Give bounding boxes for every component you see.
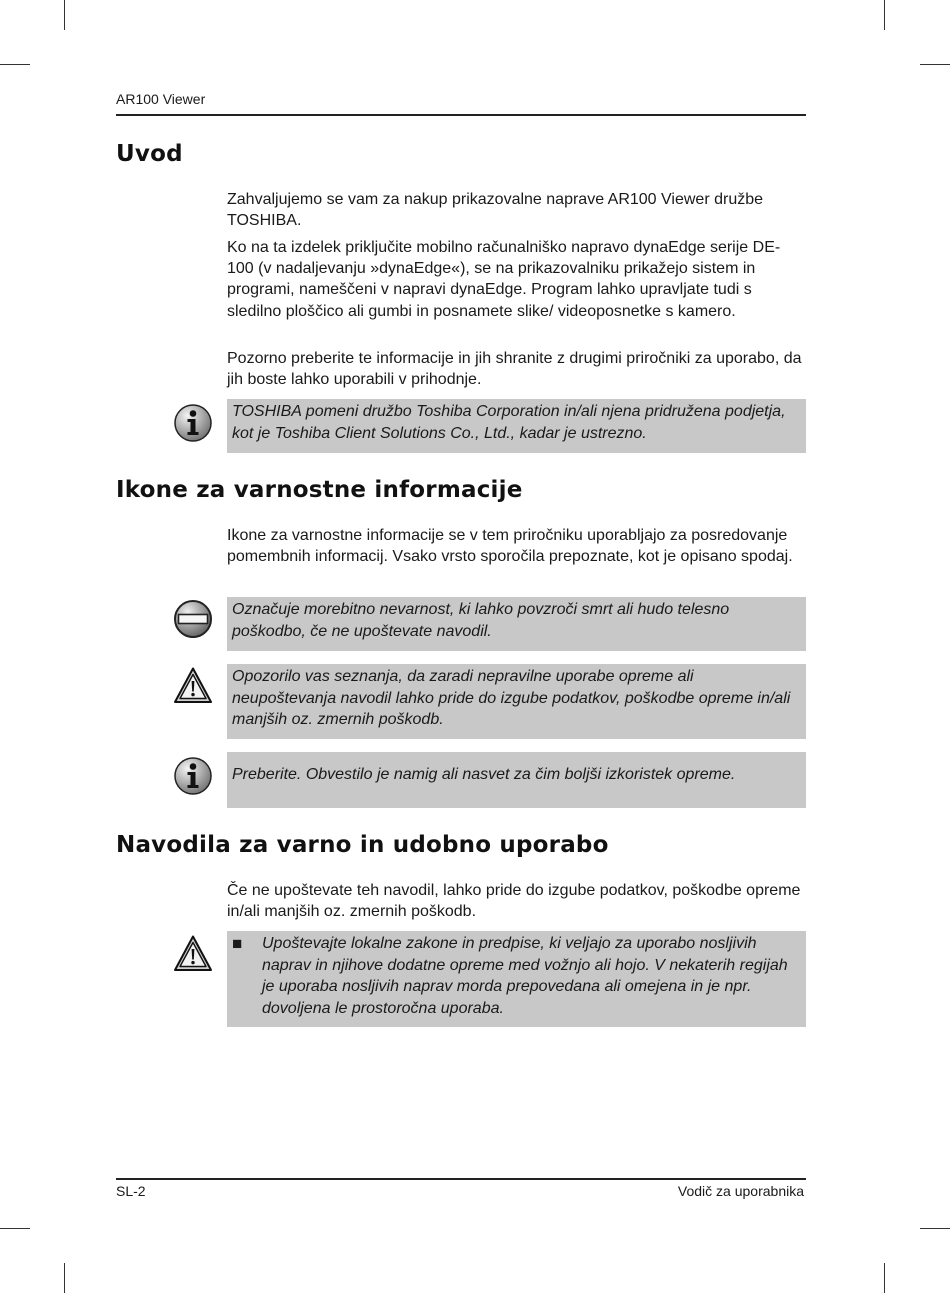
danger-text: Označuje morebitno nevarnost, ki lahko povzroči smrt ali hudo telesno poškodbo, če ne upoštevate navodil. <box>232 601 730 640</box>
note-box <box>227 752 806 808</box>
crop-mark <box>0 64 30 65</box>
crop-mark <box>884 1263 885 1293</box>
safe-use-paragraph: Če ne upoštevate teh navodil, lahko pride do izgube podatkov, poškodbe opreme in/ali manjših oz. zmernih poškodb. <box>227 882 801 921</box>
section-heading-safety-icons: Ikone za varnostne informacije <box>116 477 523 503</box>
warning-triangle-icon <box>173 934 213 974</box>
footer-doc-title: Vodič za uporabnika <box>677 1183 804 1199</box>
intro-note-box <box>227 399 806 453</box>
list-item <box>232 933 800 1019</box>
prohibition-icon <box>173 599 213 639</box>
crop-mark <box>920 64 950 65</box>
footer-rule <box>116 1178 806 1180</box>
caution-box <box>227 664 806 739</box>
bullet-text: Upoštevajte lokalne zakone in predpise, ki veljajo za uporabo nosljivih naprav in njihove dodatne opreme med vožnjo ali hojo. V nekaterih regijah je uporaba nosljivih naprav morda prepovedana ali omejena in je npr. dovoljena le prostoročna uporaba. <box>262 935 788 1017</box>
page-number: SL-2 <box>116 1183 146 1199</box>
running-header: AR100 Viewer <box>116 91 206 107</box>
caution-text: Opozorilo vas seznanja, da zaradi nepravilne uporabe opreme ali neupoštevanja navodil lahko pride do izgube podatkov, poškodbe opreme in/ali manjših oz. zmernih poškodb. <box>232 668 791 728</box>
warning-triangle-icon <box>173 666 213 706</box>
info-icon <box>173 403 213 443</box>
intro-paragraph-2: Ko na ta izdelek priključite mobilno računalniško napravo dynaEdge serije DE-100 (v nadaljevanju »dynaEdge«), se na prikazovalniku prikažejo sistem in programi, nameščeni v napravi dynaEdge. Program lahko upravljate tudi s sledilno ploščico ali gumbi in posnamete slike/ videoposnetke s kamero. <box>227 239 781 320</box>
safe-use-caution-box <box>227 931 806 1027</box>
header-rule <box>116 114 806 116</box>
section-heading-intro: Uvod <box>116 141 183 167</box>
crop-mark <box>884 0 885 30</box>
crop-mark <box>0 1228 30 1229</box>
crop-mark <box>64 1263 65 1293</box>
crop-mark <box>64 0 65 30</box>
crop-mark <box>920 1228 950 1229</box>
section-heading-safe-use: Navodila za varno in udobno uporabo <box>116 832 609 858</box>
bullet-square-icon: ■ <box>232 934 243 953</box>
intro-paragraph-1: Zahvaljujemo se vam za nakup prikazovalne naprave AR100 Viewer družbe TOSHIBA. <box>227 191 764 230</box>
intro-paragraph-3: Pozorno preberite te informacije in jih shranite z drugimi priročniki za uporabo, da jih boste lahko uporabili v prihodnje. <box>227 350 802 389</box>
info-icon <box>173 756 213 796</box>
safety-icons-paragraph: Ikone za varnostne informacije se v tem priročniku uporabljajo za posredovanje pomembnih informacij. Vsako vrsto sporočila prepoznate, kot je opisano spodaj. <box>227 527 793 566</box>
note-text: Preberite. Obvestilo je namig ali nasvet za čim boljši izkoristek opreme. <box>232 766 736 783</box>
danger-box <box>227 597 806 651</box>
intro-note-text: TOSHIBA pomeni družbo Toshiba Corporation in/ali njena pridružena podjetja, kot je Toshiba Client Solutions Co., Ltd., kadar je ustrezno. <box>232 403 786 442</box>
